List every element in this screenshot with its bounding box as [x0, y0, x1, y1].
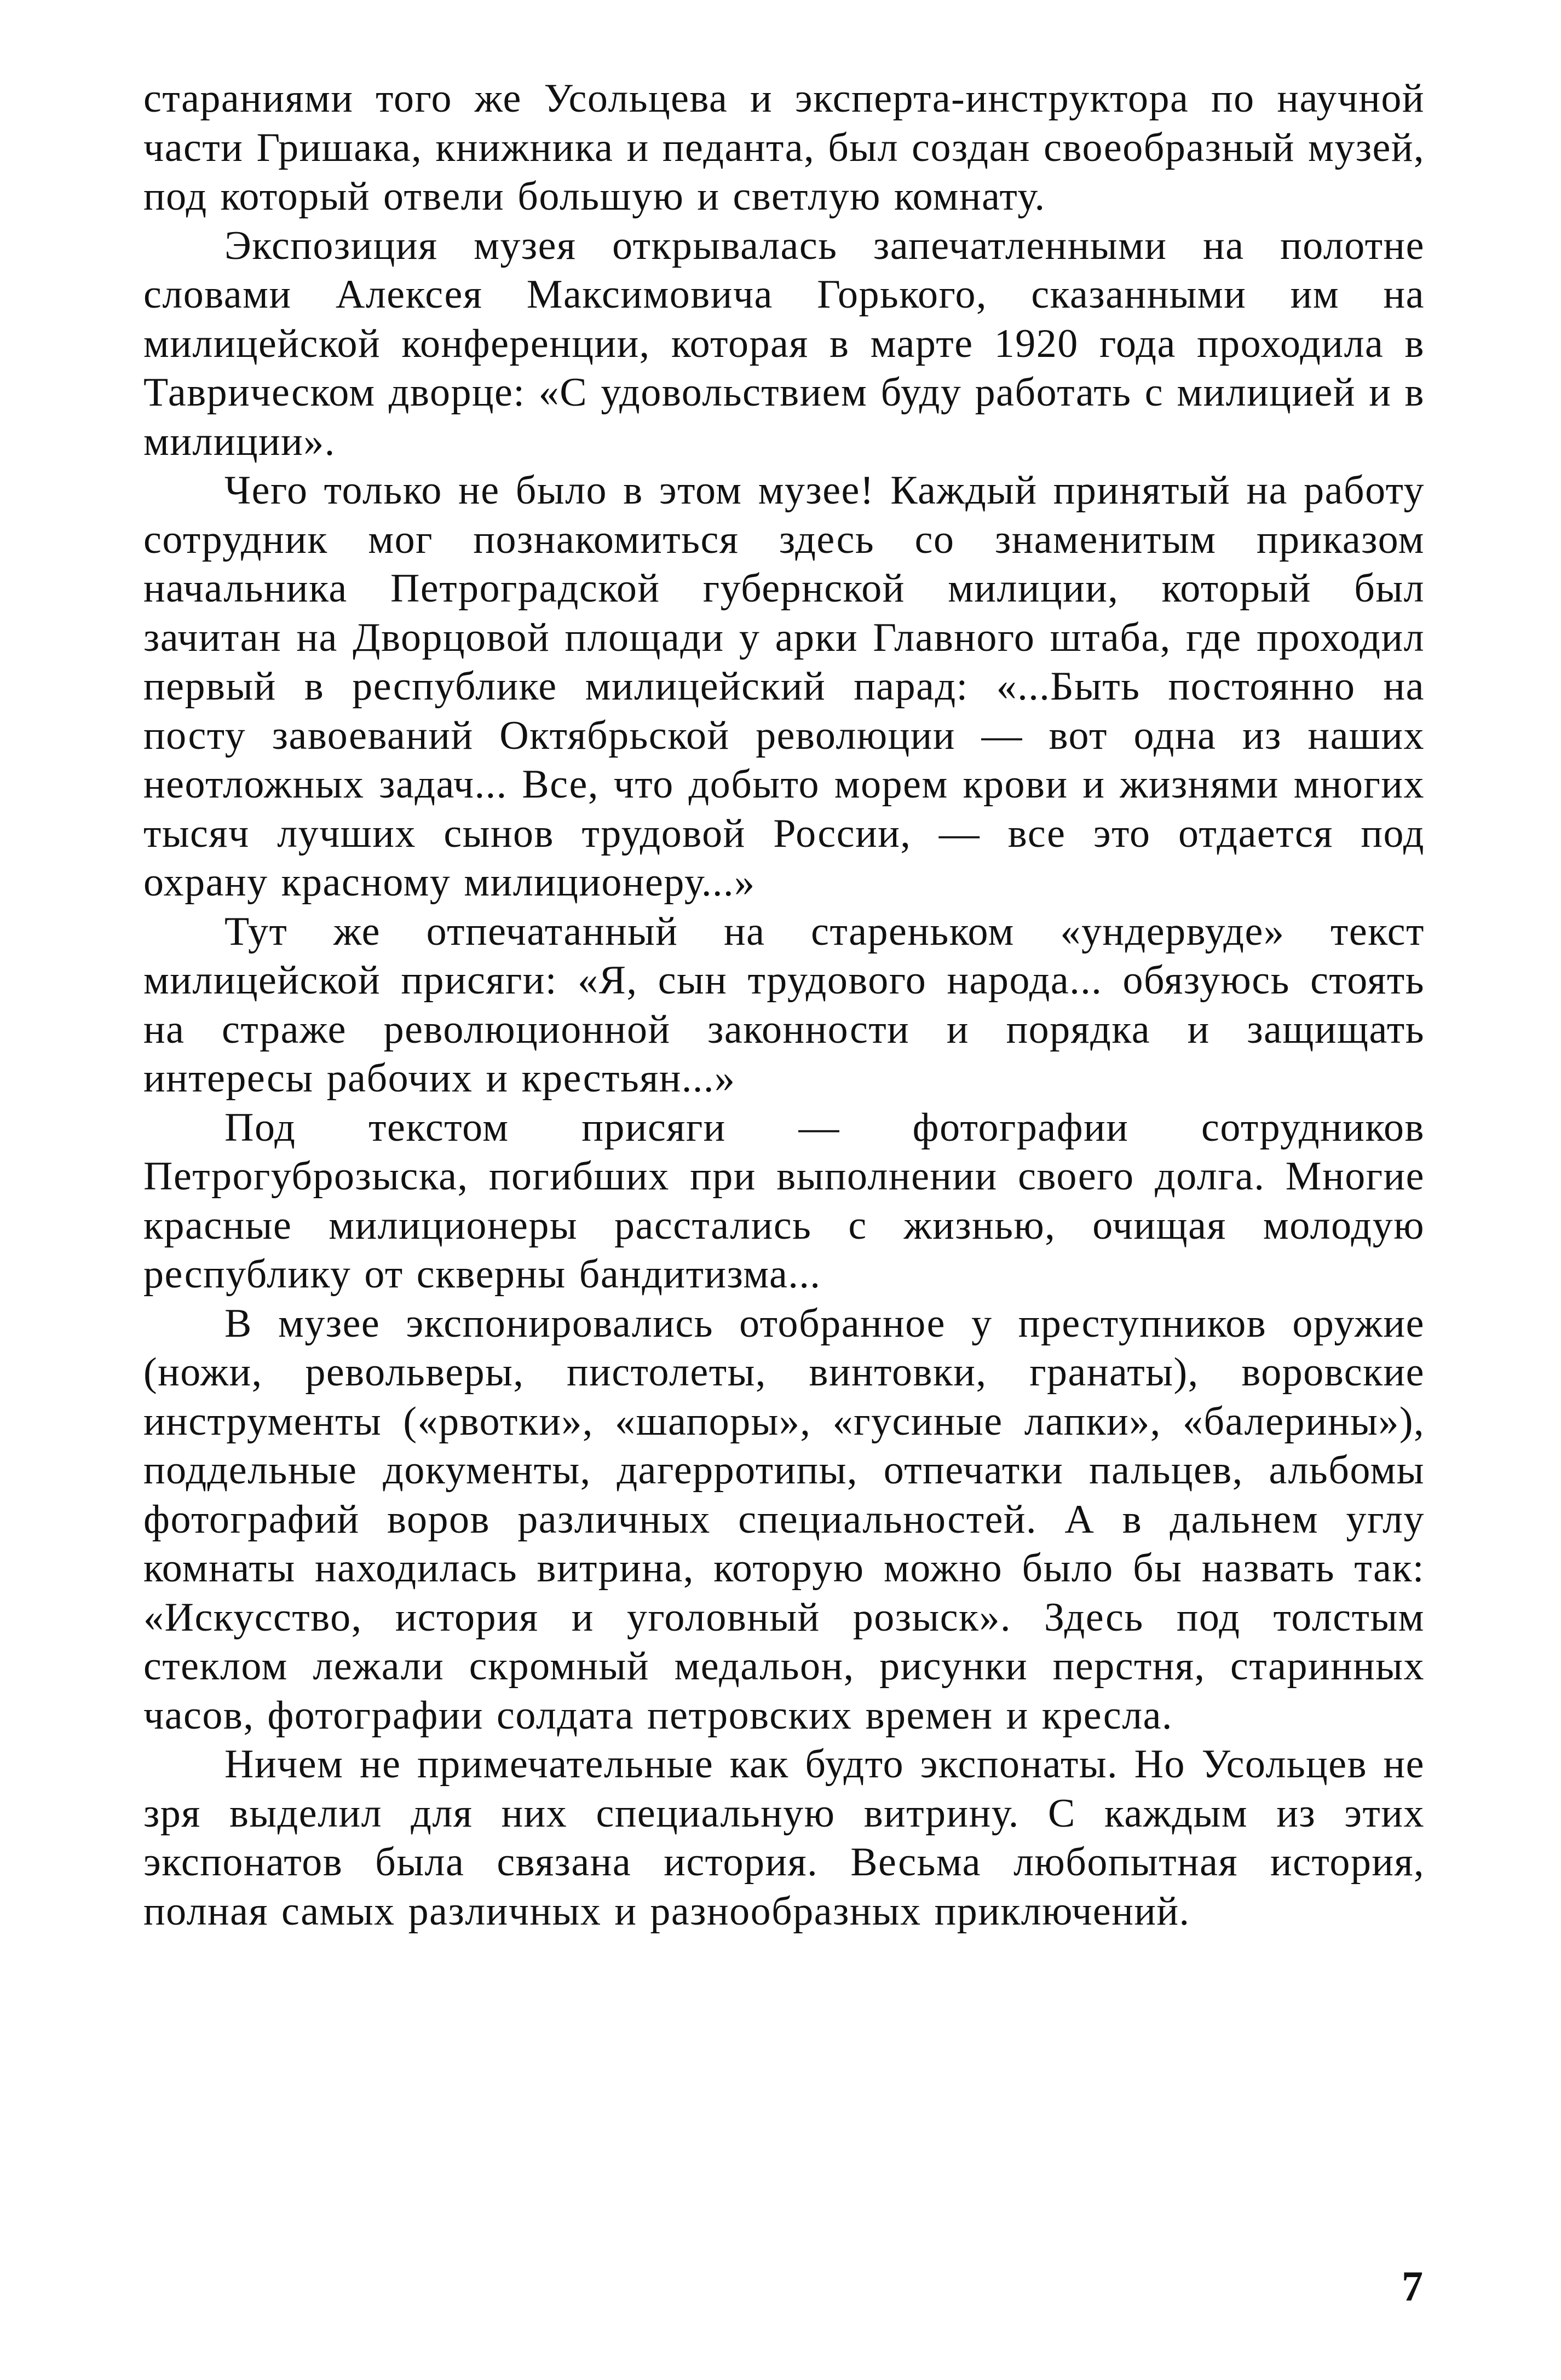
body-text: [143, 74, 1425, 1936]
paragraph-continued: стараниями того же Усольцева и эксперта-инструктора по научной части Гришака, книжника и педанта, был создан своеобразный музей, под который отвели большую и светлую комнату.: [143, 76, 1425, 219]
page-number: 7: [1402, 2262, 1423, 2310]
paragraph-exhibits: В музее экспонировались отобранное у преступников оружие (ножи, револьверы, пистолеты, винтовки, гранаты), воровские инструменты («рвотки», «шапоры», «гусиные лапки», «балерины»), поддельные документы, дагерротипы, отпечатки пальцев, альбомы фотографий воров различных специальностей. А в дальнем углу комнаты находилась витрина, которую можно было бы назвать так: «Искусство, история и уголовный розыск». Здесь под толстым стеклом лежали скромный медальон, рисунки перстня, старинных часов, фотографии солдата петровских времен и кресла.: [143, 1301, 1425, 1738]
paragraph-showcase: Ничем не примечательные как будто экспонаты. Но Усольцев не зря выделил для них специальную витрину. С каждым из этих экспонатов была связана история. Весьма любопытная история, полная самых различных и разнообразных приключений.: [143, 1742, 1425, 1934]
paragraph-gorky-quote: Экспозиция музея открывалась запечатленными на полотне словами Алексея Максимовича Горького, сказанными им на милицейской конференции, которая в марте 1920 года проходила в Таврическом дворце: «С удовольствием буду работать с милицией и в милиции».: [143, 223, 1425, 464]
paragraph-oath: Тут же отпечатанный на стареньком «ундервуде» текст милицейской присяги: «Я, сын трудового народа... обязуюсь стоять на страже революционной законности и порядка и защищать интересы рабочих и крестьян...»: [143, 909, 1425, 1101]
paragraph-photos: Под текстом присяги — фотографии сотрудников Петрогуброзыска, погибших при выполнении своего долга. Многие красные милиционеры расстались с жизнью, очищая молодую республику от скверны бандитизма...: [143, 1105, 1425, 1297]
paragraph-order: Чего только не было в этом музее! Каждый принятый на работу сотрудник мог познакомиться здесь со знаменитым приказом начальника Петроградской губернской милиции, который был зачитан на Дворцовой площади у арки Главного штаба, где проходил первый в республике милицейский парад: «...Быть постоянно на посту завоеваний Октябрьской революции — вот одна из наших неотложных задач... Все, что добыто морем крови и жизнями многих тысяч лучших сынов трудовой России, — все это отдается под охрану красному милиционеру...»: [143, 468, 1425, 905]
